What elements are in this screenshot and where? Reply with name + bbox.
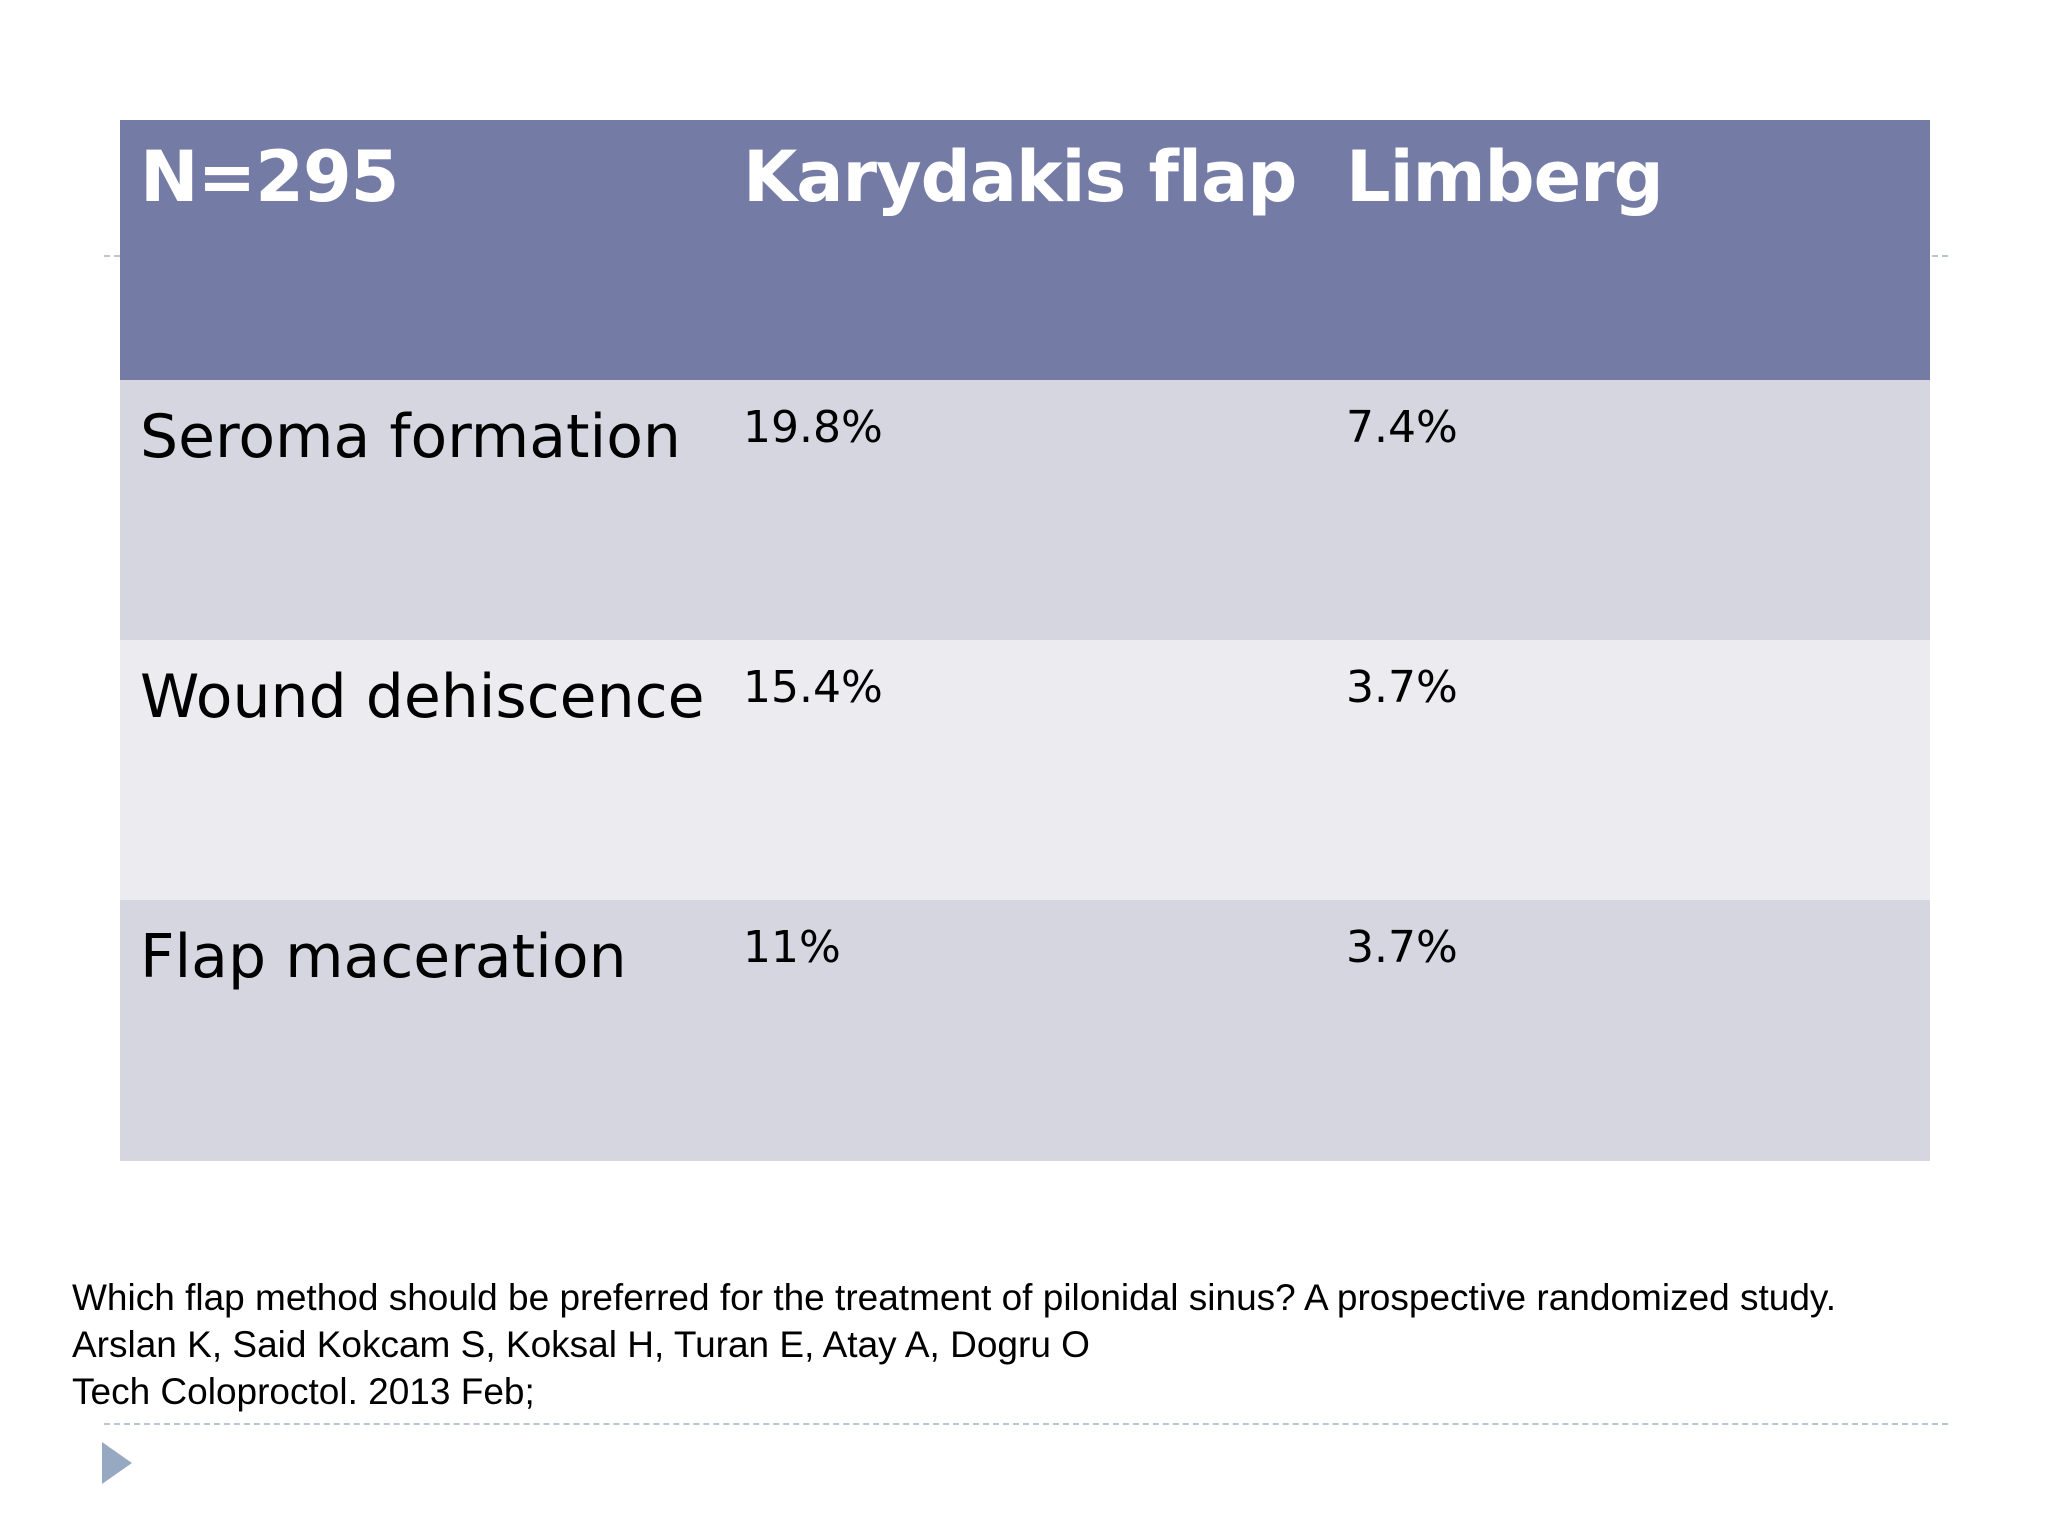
citation-title: Which flap method should be preferred for the treatment of pilonidal sinus? A prospective randomized study. (72, 1277, 1836, 1318)
citation (72, 1274, 2012, 1415)
row-label: Flap maceration (120, 900, 723, 1161)
header-cell-n: N=295 (120, 120, 723, 380)
citation-authors: Arslan K, Said Kokcam S, Koksal H, Turan E, Atay A, Dogru O (72, 1324, 1090, 1365)
row-label: Wound dehiscence (120, 640, 723, 900)
limberg-value: 3.7% (1326, 640, 1930, 900)
limberg-value: 3.7% (1326, 900, 1930, 1161)
bottom-divider (104, 1423, 1948, 1425)
results-table (120, 120, 1930, 1161)
karydakis-value: 11% (723, 900, 1326, 1161)
triangle-bullet-icon (102, 1442, 132, 1484)
header-cell-limberg: Limberg (1326, 120, 1930, 380)
karydakis-value: 15.4% (723, 640, 1326, 900)
citation-journal: Tech Coloproctol. 2013 Feb; (72, 1371, 535, 1412)
limberg-value: 7.4% (1326, 380, 1930, 640)
row-label: Seroma formation (120, 380, 723, 640)
header-cell-karydakis: Karydakis flap (723, 120, 1326, 380)
karydakis-value: 19.8% (723, 380, 1326, 640)
